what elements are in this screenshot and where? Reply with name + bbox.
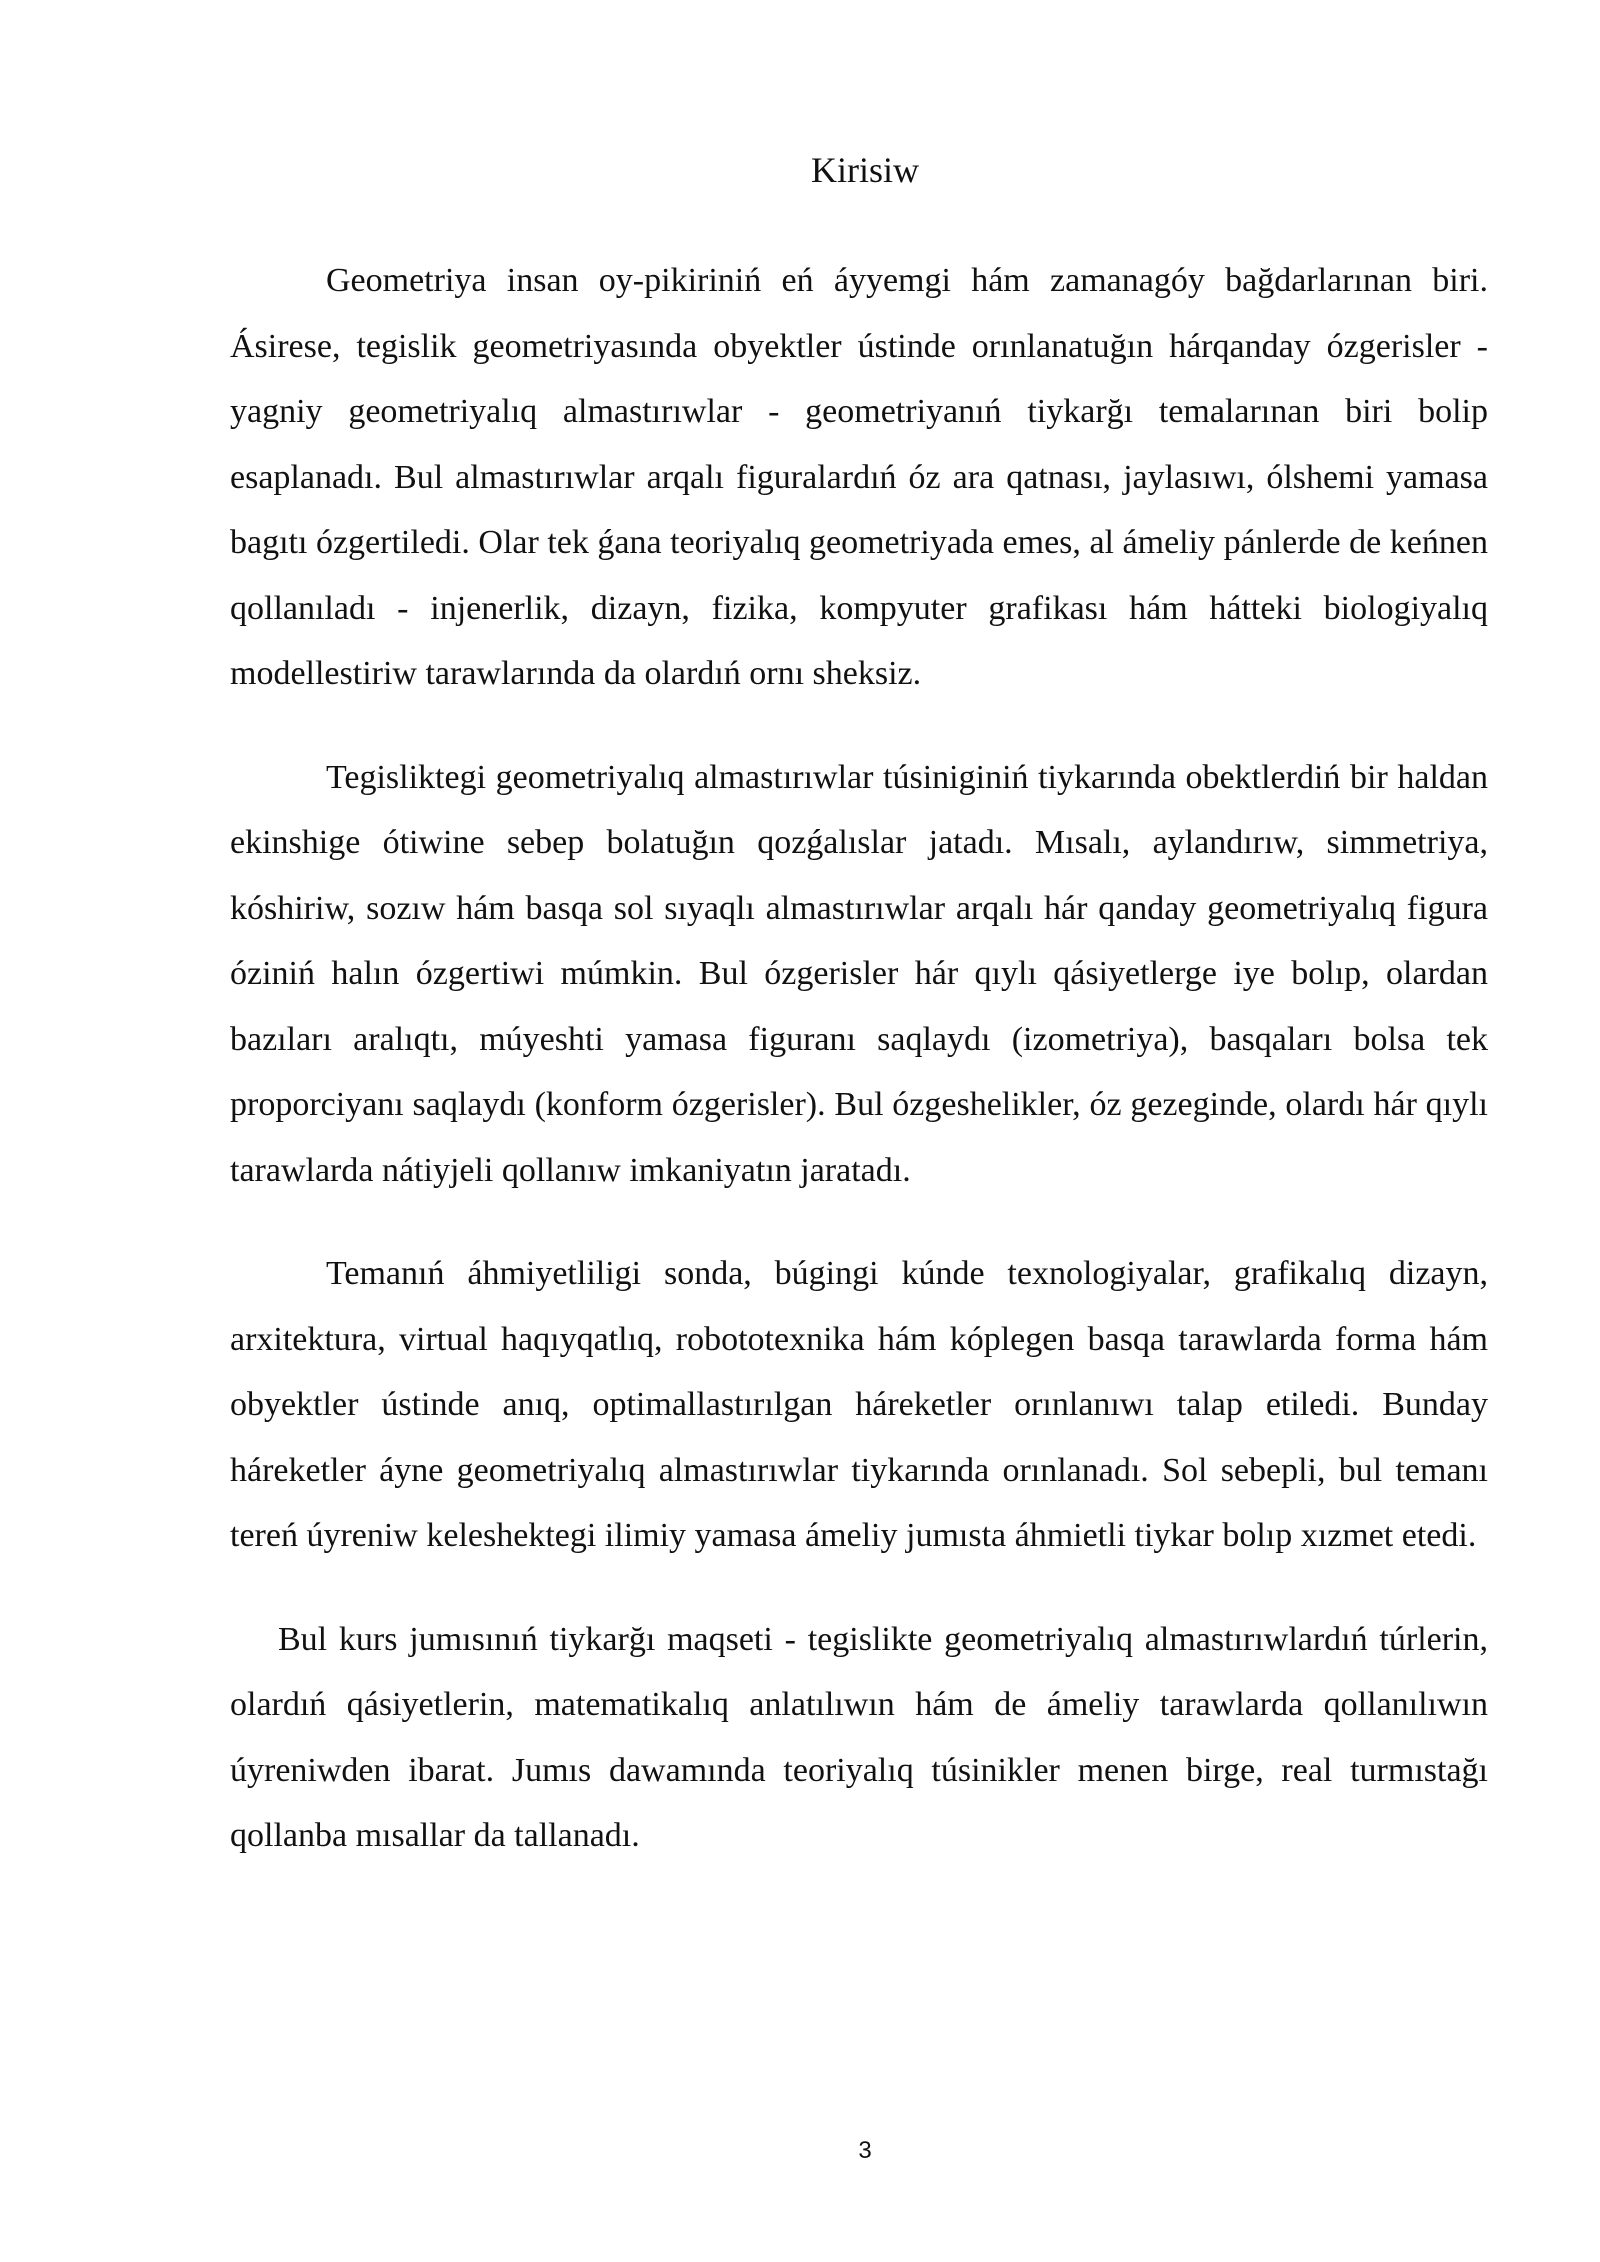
paragraph-3: Temanıń áhmiyetliligi sonda, búgingi kúnde texnologiyalar, grafikalıq dizayn, arxitektura, virtual haqıyqatlıq, robototexnika hám kóplegen basqa tarawlarda forma hám obyektler ústinde anıq, optimallastırılgan háreketler orınlanıwı talap etiledi. Bunday háreketler áyne geometriyalıq almastırıwlar tiykarında orınlanadı. Sol sebepli, bul temanı tereń úyreniw keleshektegi ilimiy yamasa ámeliy jumısta áhmietli tiykar bolıp xızmet etedi. xyxy=(230,1255,1488,1554)
document-body xyxy=(230,248,1488,1907)
page-number: 3 xyxy=(858,2137,872,2164)
paragraph-1: Geometriya insan oy-pikiriniń eń áyyemgi hám zamanagóy bağdarlarınan biri. Ásirese, tegislik geometriyasında obyektler ústinde orınlanatuğın hárqanday ózgerisler - yagniy geometriyalıq almastırıwlar - geometriyanıń tiykarğı temalarınan biri bolip esaplanadı. Bul almastırıwlar arqalı figuralardıń óz ara qatnası, jaylasıwı, ólshemi yamasa bagıtı ózgertiledi. Olar tek ǵana teoriyalıq geometriyada emes, al ámeliy pánlerde de keńnen qollanıladı - injenerlik, dizayn, fizika, kompyuter grafikası hám hátteki biologiyalıq modellestiriw tarawlarında da olardıń ornı sheksiz. xyxy=(230,262,1488,692)
paragraph-4: Bul kurs jumısınıń tiykarğı maqseti - tegislikte geometriyalıq almastırıwlardıń túrlerin, olardıń qásiyetlerin, matematikalıq anlatılıwın hám de ámeliy tarawlarda qollanılıwın úyreniwden ibarat. Jumıs dawamında teoriyalıq túsinikler menen birge, real turmıstağı qollanba mısallar da tallanadı. xyxy=(230,1620,1488,1854)
paragraph-2: Tegisliktegi geometriyalıq almastırıwlar túsiniginiń tiykarında obektlerdiń bir haldan ekinshige ótiwine sebep bolatuğın qozǵalıslar jatadı. Mısalı, aylandırıw, simmetriya, kóshiriw, sozıw hám basqa sol sıyaqlı almastırıwlar arqalı hár qanday geometriyalıq figura óziniń halın ózgertiwi múmkin. Bul ózgerisler hár qıylı qásiyetlerge iye bolıp, olardan bazıları aralıqtı, múyeshti yamasa figuranı saqlaydı (izometriya), basqaları bolsa tek proporciyanı saqlaydı (konform ózgerisler). Bul ózgeshelikler, óz gezeginde, olardı hár qıylı tarawlarda nátiyjeli qollanıw imkaniyatın jaratadı. xyxy=(230,758,1488,1189)
page-title: Kirisiw xyxy=(811,150,919,190)
